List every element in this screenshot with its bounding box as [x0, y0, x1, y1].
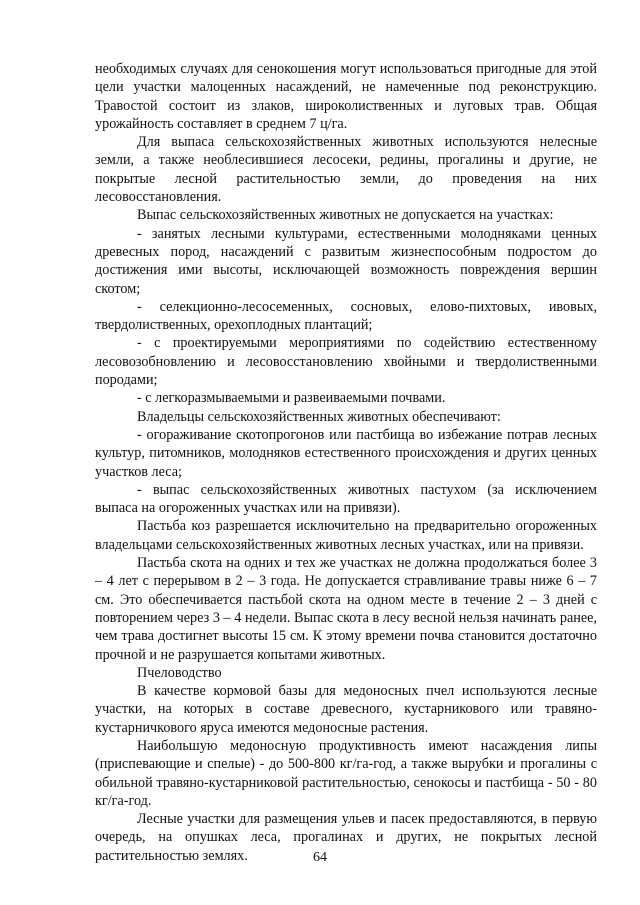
document-body — [95, 60, 597, 865]
paragraph: В качестве кормовой базы для медоносных пчел используются лесные участки, на которых в составе древесного, кустарникового или травяно-кустарничкового яруса имеются медоносные растения. — [95, 683, 597, 736]
paragraph: Для выпаса сельскохозяйственных животных используются нелесные земли, а также необлесившиеся лесосеки, редины, прогалины и другие, не покрытые лесной растительностью земли, до проведения на них лесовосстановления. — [95, 134, 597, 206]
list-item: - с проектируемыми мероприятиями по содействию естественному лесовозобновлению и лесовосстановлению хвойными и твердолиственными породами; — [95, 335, 597, 389]
paragraph: Наибольшую медоносную продуктивность имеют насаждения липы (приспевающие и спелые) - до 500-800 кг/га-год, а также вырубки и прогалины с обильной травяно-кустарниковой растительностью, сенокосы и пастбища - 50 - 80 кг/га-год. — [95, 737, 597, 809]
paragraph: Выпас сельскохозяйственных животных не допускается на участках: — [137, 207, 554, 224]
paragraph: необходимых случаях для сенокошения могут использоваться пригодные для этой цели участки малоценных насаждений, не намеченные под реконструкцию. Травостой состоит из злаков, широколиственных и луговых трав. Общая урожайность составляет в среднем 7 ц/га. — [95, 61, 597, 132]
list-item: - огораживание скотопрогонов или пастбища во избежание потрав лесных культур, питомников, молодняков естественного происхождения и других ценных участков леса; — [95, 426, 597, 480]
paragraph: Лесные участки для размещения ульев и пасек предоставляются, в первую очередь, на опушках леса, прогалинах и других, не покрытых лесной растительностью землях. — [95, 811, 597, 864]
page-number: 64 — [313, 850, 327, 865]
section-heading: Пчеловодство — [137, 664, 222, 681]
paragraph: Пастьба коз разрешается исключительно на предварительно огороженных владельцами сельскохозяйственных животных лесных участках, или на привязи. — [95, 518, 597, 553]
list-item: - селекционно-лесосеменных, сосновых, елово-пихтовых, ивовых, твердолиственных, орехоплодных плантаций; — [95, 298, 597, 334]
list-item: - выпас сельскохозяйственных животных пастухом (за исключением выпаса на огороженных участках или на привязи). — [95, 481, 597, 517]
paragraph: Владельцы сельскохозяйственных животных обеспечивают: — [137, 408, 501, 425]
list-item: - занятых лесными культурами, естественными молодняками ценных древесных пород, насаждений с развитым жизнеспособным подростом до достижения ими высоты, исключающей возможность повреждения вершин скотом; — [95, 225, 597, 297]
list-item: - с легкоразмываемыми и развеиваемыми почвами. — [137, 390, 446, 407]
paragraph: Пастьба скота на одних и тех же участках не должна продолжаться более 3 – 4 лет с перерывом в 2 – 3 года. Не допускается стравливание травы ниже 6 – 7 см. Это обеспечивается пастьбой скота на одном месте в течение 2 – 3 дней с повторением через 3 – 4 недели. Выпас скота в лесу весной нельзя начинать ранее, чем трава достигнет высоты 15 см. К этому времени почва становится достаточно прочной и не разрушается копытами животных. — [95, 555, 597, 663]
